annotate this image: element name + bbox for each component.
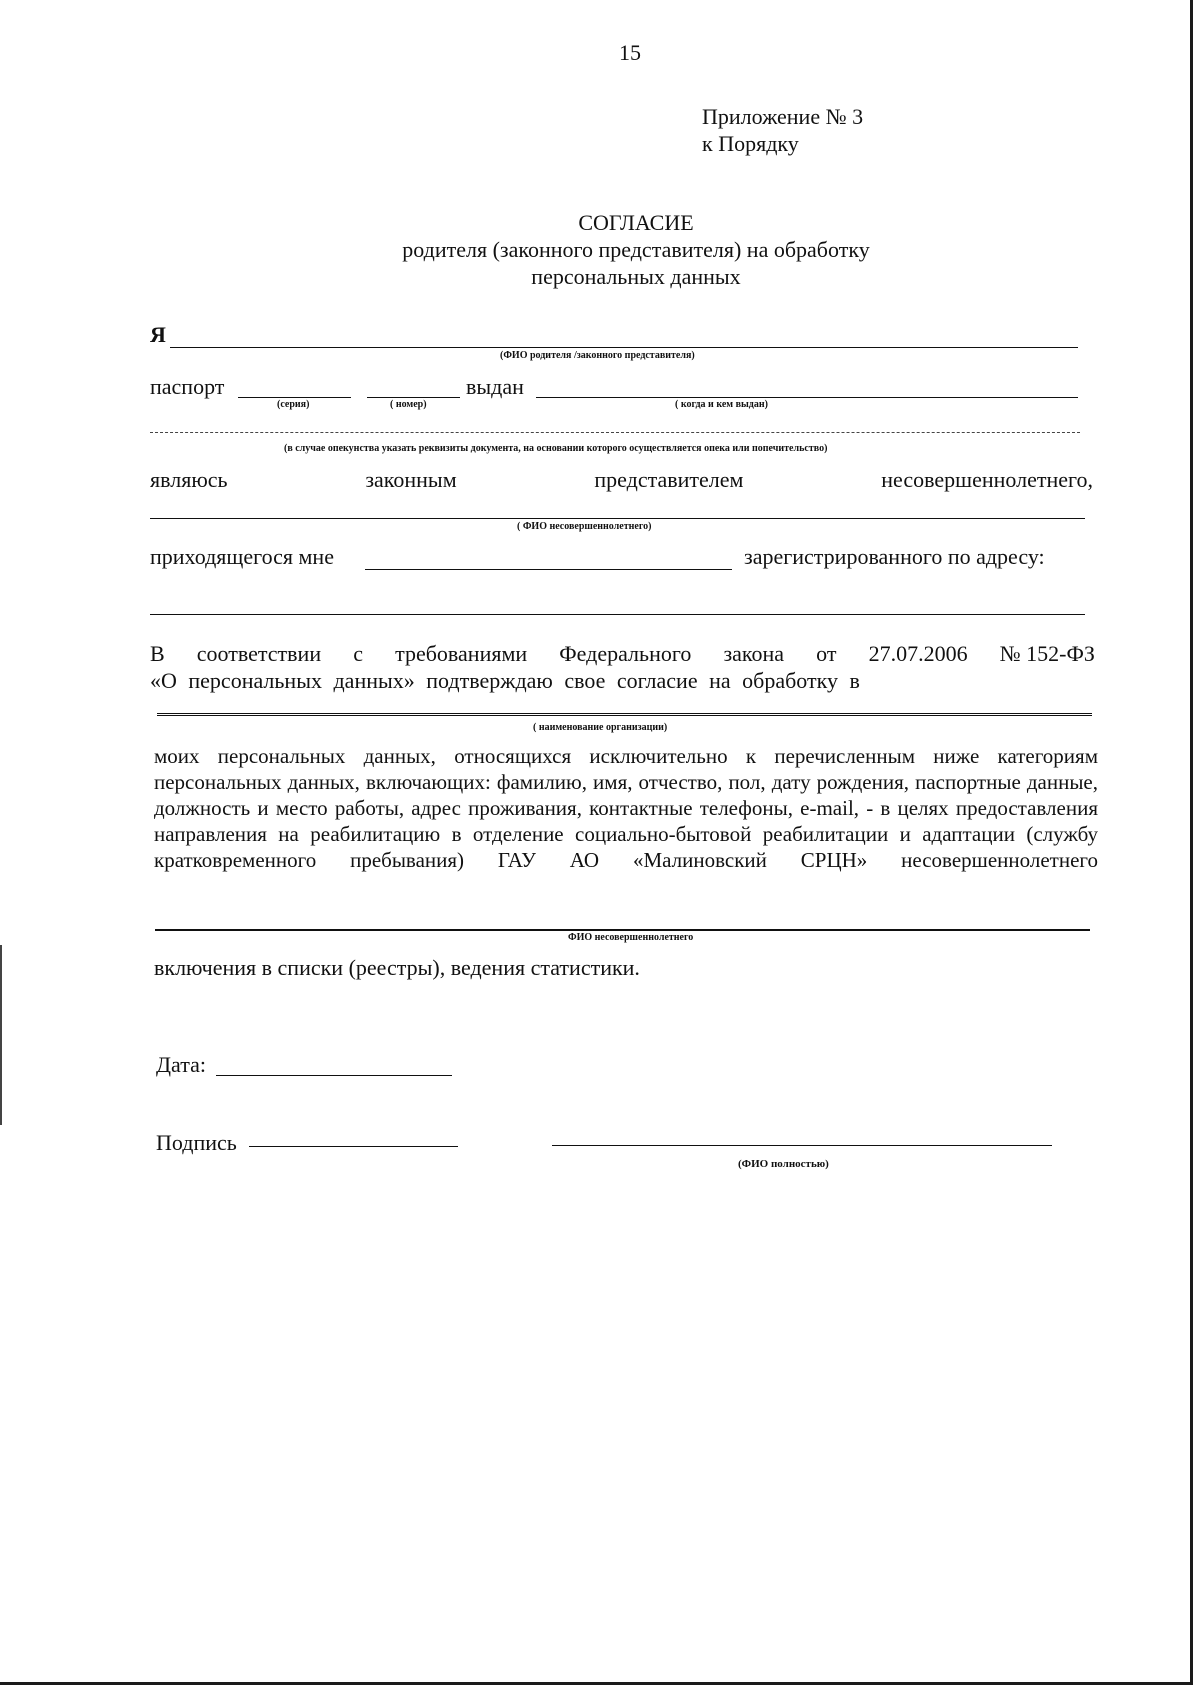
appendix-line2: к Порядку — [702, 131, 799, 156]
issued-label: выдан — [466, 374, 524, 399]
doc-subtitle-line2: персональных данных — [531, 264, 741, 289]
issued-caption: ( когда и кем выдан) — [675, 399, 768, 410]
consent-line2: «О персональных данных» подтверждаю свое согласие на обработку в — [150, 668, 860, 693]
consent-word-3: с — [353, 641, 363, 666]
consent-word-7: от — [816, 641, 837, 666]
rep-word-2: законным — [365, 467, 457, 492]
consent-word-1: В — [150, 641, 165, 666]
relation-line[interactable] — [365, 569, 732, 570]
doc-subtitle-line1: родителя (законного представителя) на обработку — [402, 237, 870, 262]
fio-parent-caption: (ФИО родителя /законного представителя) — [500, 350, 695, 361]
passport-label: паспорт — [150, 374, 225, 399]
passport-series-line[interactable] — [238, 397, 351, 398]
appendix-line1: Приложение № 3 — [702, 104, 864, 129]
page-number: 15 — [619, 40, 641, 65]
rep-word-4: несовершеннолетнего, — [881, 467, 1093, 492]
fio-minor-caption: ( ФИО несовершеннолетнего) — [517, 521, 652, 532]
fio-parent-line[interactable] — [170, 347, 1078, 348]
series-caption: (серия) — [277, 399, 310, 410]
org-name-line[interactable] — [157, 713, 1092, 716]
purpose-tail: включения в списки (реестры), ведения статистики. — [154, 955, 640, 980]
rep-word-1: являюсь — [150, 467, 228, 492]
fio-minor-line-2[interactable] — [155, 929, 1090, 931]
fio-full-line[interactable] — [552, 1145, 1052, 1146]
consent-word-2: соответствии — [196, 641, 322, 666]
registered-label: зарегистрированного по адресу: — [744, 544, 1045, 569]
rep-word-3: представителем — [594, 467, 744, 492]
doc-title: СОГЛАСИЕ — [578, 210, 694, 235]
fio-minor-caption-2: ФИО несовершеннолетнего — [568, 932, 694, 943]
consent-word-6: закона — [723, 641, 785, 666]
consent-word-8: 27.07.2006 — [868, 641, 968, 666]
page-edge-left — [0, 945, 2, 1125]
relation-label: приходящегося мне — [150, 544, 334, 569]
address-line[interactable] — [150, 614, 1085, 615]
guardianship-caption: (в случае опекунства указать реквизиты документа, на основании которого осуществляется опека или попечительство) — [284, 443, 828, 454]
fio-minor-line[interactable] — [150, 518, 1085, 519]
consent-word-4: требованиями — [395, 641, 528, 666]
consent-word-9: № 152-ФЗ — [999, 641, 1095, 666]
consent-line1 — [150, 641, 1095, 667]
consent-body: моих персональных данных, относящихся исключительно к перечисленным ниже категориям персональных данных, включающих: фамилию, имя, отчество, пол, дату рождения, паспортные данные, должность и место работы, адрес проживания, контактные телефоны, e-mail, - в целях предоставления направления на реабилитацию в отделение социально-бытовой реабилитации и адаптации (службу кратковременного пребывания) ГАУ АО «Малиновский СРЦН» несовершеннолетнего — [154, 744, 1098, 872]
org-caption: ( наименование организации) — [533, 722, 668, 733]
guardianship-line[interactable] — [150, 432, 1080, 433]
consent-word-5: Федерального — [559, 641, 692, 666]
issued-line[interactable] — [536, 397, 1078, 398]
date-line[interactable] — [216, 1075, 452, 1076]
representative-row — [150, 467, 1093, 493]
number-caption: ( номер) — [390, 399, 427, 410]
signature-line[interactable] — [249, 1146, 458, 1147]
i-label: Я — [150, 322, 166, 347]
signature-label: Подпись — [156, 1130, 237, 1155]
fio-full-caption: (ФИО полностью) — [738, 1158, 829, 1170]
date-label: Дата: — [156, 1052, 206, 1077]
passport-number-line[interactable] — [367, 397, 460, 398]
